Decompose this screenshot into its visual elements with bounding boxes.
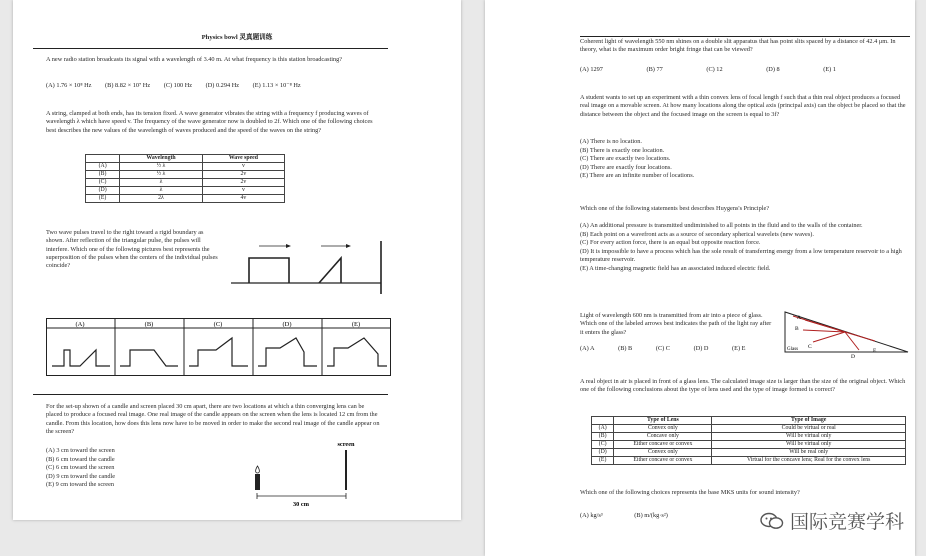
q7-option-a: (A) An additional pressure is transmitted undiminished to all points in the fluid and to the walls of the container. (580, 222, 863, 229)
q5-option-e: (E) 1 (823, 66, 836, 73)
distance-label: 30 cm (293, 501, 309, 508)
choice-e-wave (327, 338, 387, 366)
q1-options (46, 82, 313, 89)
q7-option-b: (B) Each point on a wavefront acts as a source of secondary spherical wavelets (new waves). (580, 230, 814, 238)
label-e: E (873, 348, 877, 354)
label-d: D (851, 354, 855, 358)
q3-choices-grid (46, 318, 391, 376)
q7-option-d: (D) It is impossible to have a process which has the sole result of transferring energy from a low temperature reservoir to a high temperature reservoir. (580, 247, 902, 263)
q7-option-e: (E) A time-changing magnetic field has an associated induced electric field. (580, 264, 771, 272)
choice-label-a: (A) (75, 321, 85, 328)
arrow-head (346, 244, 351, 248)
q10-options (580, 512, 680, 519)
table-cell: Either concave or convex (614, 457, 712, 465)
q8-option-b: (B) B (618, 345, 633, 352)
label-a: A (797, 315, 801, 321)
q6-option-a: (A) There is no location. (580, 138, 642, 145)
q8-option-d: (D) D (693, 345, 709, 352)
table-cell: (B) (86, 171, 120, 179)
top-rule (580, 36, 910, 37)
table-cell: (E) (86, 195, 120, 203)
choice-label-b: (B) (144, 321, 154, 328)
table-cell: (A) (592, 425, 614, 433)
q10-option-a: (A) kg/s³ (580, 512, 603, 519)
section-rule (33, 394, 388, 395)
label-c: C (808, 344, 812, 350)
table-cell: Could be virtual or real (712, 425, 906, 433)
table-cell: Will be virtual only (712, 441, 906, 449)
table-cell: 2v (202, 171, 284, 179)
q1-option-c: (C) 100 Hz (163, 82, 193, 89)
ray-c (813, 332, 845, 342)
q9-header-image: Type of Image (712, 417, 906, 425)
q8-option-c: (C) C (655, 345, 671, 352)
q1-option-e: (E) 1.13 × 10⁻⁸ Hz (252, 82, 301, 89)
q9-header-lens: Type of Lens (614, 417, 712, 425)
table-cell: (C) (86, 179, 120, 187)
q6-option-d: (D) There are exactly four locations. (580, 163, 672, 171)
table-cell: 2v (202, 179, 284, 187)
table-cell: λ (120, 187, 203, 195)
table-cell: Will be virtual only (712, 433, 906, 441)
table-cell: 4v (202, 195, 284, 203)
q2-header-speed: Wave speed (202, 155, 284, 163)
table-cell: Concave only (614, 433, 712, 441)
ray-e (845, 332, 875, 341)
title-rule (33, 48, 388, 49)
watermark (760, 507, 904, 534)
choice-label-e: (E) (351, 321, 361, 328)
q2-text: A string, clamped at both ends, has its tension fixed. A wave generator vibrates the string with a frequency f producing waves of wavelength λ which have speed v. The frequency of the wave generator now is doubled to 2f. Which one of the following choices best describes the new values of the wavelength of waves produced and the speed of the waves on the string? (46, 110, 373, 134)
table-cell: λ (120, 179, 203, 187)
q1-option-b: (B) 8.82 × 10⁷ Hz (105, 82, 151, 89)
table-cell: Convex only (614, 449, 712, 457)
screen-label: screen (337, 441, 355, 448)
q9-text: A real object in air is placed in front of a glass lens. The calculated image size is larger than the size of the original object. Which one of the following conclusions about the type of lens used and the type of image formed is correct? (580, 378, 906, 394)
table-cell: 2λ (120, 195, 203, 203)
choice-a-wave (52, 350, 110, 366)
right-page (485, 0, 915, 556)
table-cell: (C) (592, 441, 614, 449)
q2-header-blank (86, 155, 120, 163)
table-cell: (A) (86, 163, 120, 171)
arrow-head (286, 244, 291, 248)
candle-body (255, 474, 260, 490)
table-cell: Convex only (614, 425, 712, 433)
q10-text: Which one of the following choices represents the base MKS units for sound intensity? (580, 489, 800, 496)
q7-options (580, 222, 910, 273)
q4-option-d: (D) 9 cm toward the candle (46, 472, 116, 480)
q5-option-b: (B) 77 (646, 66, 663, 73)
glass-label: Glass (787, 347, 799, 352)
label-b: B (795, 326, 799, 332)
q1-option-a: (A) 1.76 × 10⁸ Hz (46, 82, 92, 89)
table-cell: Will be real only (712, 449, 906, 457)
q6-options (580, 138, 880, 181)
table-cell: Virtual for the concave lens; Real for the convex lens (712, 457, 906, 465)
q7-option-c: (C) For every action force, there is an equal but opposite reaction force. (580, 239, 761, 246)
q2-header-wavelength: Wavelength (120, 155, 203, 163)
q4-option-c: (C) 6 cm toward the screen (46, 464, 115, 471)
square-pulse (249, 258, 289, 283)
q9-header-blank (592, 417, 614, 425)
q4-text: For the set-up shown of a candle and screen placed 30 cm apart, there are two locations at which a thin converging lens can be placed to produce a focused real image. One real image of the candle appears on the screen when the lens is located 12 cm from the candle. From this location, how does this lens now have to be moved in order to make the second real image of the candle appear on the screen? (46, 403, 380, 435)
choice-label-d: (D) (282, 321, 292, 328)
q6-option-c: (C) There are exactly two locations. (580, 155, 671, 162)
table-cell: v (202, 163, 284, 171)
q7-text: Which one of the following statements best describes Huygens's Principle? (580, 205, 770, 212)
q4-option-a: (A) 3 cm toward the screen (46, 447, 115, 454)
q5-option-a: (A) 1297 (580, 66, 603, 73)
q9-table (591, 416, 906, 465)
q3-pulse-diagram (231, 236, 391, 296)
q8-option-a: (A) A (580, 345, 595, 352)
choice-b-wave (120, 350, 178, 366)
q6-text: A student wants to set up an experiment with a thin convex lens of focal length f such that a thin real object produces a focused real image on a movable screen. At how many locations along the optical axis (principal axis) can the object be placed so that the distance between the object and the focused image on the screen is equal to 3f? (580, 94, 906, 118)
candle-flame (256, 466, 260, 473)
q4-option-e: (E) 9 cm toward the screen (46, 481, 115, 488)
triangle-pulse (319, 258, 341, 283)
q1-option-d: (D) 0.294 Hz (205, 82, 240, 89)
q5-option-c: (C) 12 (706, 66, 723, 73)
q3-text: Two wave pulses travel to the right toward a rigid boundary as shown. After reflection of the triangular pulse, the pulses will interfere. Which one of the following pictures best represents the superposition of the pulses when the centers of the individual pulses coincide? (46, 229, 218, 270)
left-page (13, 0, 461, 520)
table-cell: v (202, 187, 284, 195)
choice-c-wave (189, 338, 248, 366)
q8-refraction-diagram (783, 306, 913, 358)
q5-text: Coherent light of wavelength 550 nm shines on a double slit apparatus that has point slits spaced by a distance of 42.4 μm. In theory, what is the maximum order bright fringe that can be viewed? (580, 38, 896, 54)
q10-option-b: (B) m/(kg·s²) (634, 512, 668, 519)
table-cell: ½ λ (120, 171, 203, 179)
q5-options (580, 66, 848, 73)
watermark-text: 国际竞赛学科 (789, 511, 904, 533)
choice-d-wave (258, 338, 317, 366)
table-cell: (B) (592, 433, 614, 441)
table-cell: (E) (592, 457, 614, 465)
table-cell: (D) (86, 187, 120, 195)
document-title: Physics bowl 灵真题训练 (201, 34, 273, 41)
choice-label-c: (C) (213, 321, 223, 328)
table-cell: Either concave or convex (614, 441, 712, 449)
table-cell: (D) (592, 449, 614, 457)
q4-options (46, 447, 186, 490)
q2-table (85, 154, 285, 203)
q8-text: Light of wavelength 600 nm is transmitted from air into a piece of glass. Which one of the labeled arrows best indicates the path of the light ray after it enters the glass? (580, 312, 772, 336)
q6-option-e: (E) There are an infinite number of locations. (580, 172, 695, 179)
q4-candle-screen-diagram (228, 438, 378, 510)
ray-d (845, 332, 859, 350)
q8-options (580, 345, 758, 352)
q6-option-b: (B) There is exactly one location. (580, 146, 665, 154)
q4-option-b: (B) 6 cm toward the candle (46, 455, 115, 463)
table-cell: ½ λ (120, 163, 203, 171)
q1-text: A new radio station broadcasts its signal with a wavelength of 3.40 m. At what frequency is this station broadcasting? (46, 56, 343, 63)
q8-option-e: (E) E (732, 345, 746, 352)
wechat-icon (760, 512, 784, 530)
q5-option-d: (D) 8 (766, 66, 780, 73)
